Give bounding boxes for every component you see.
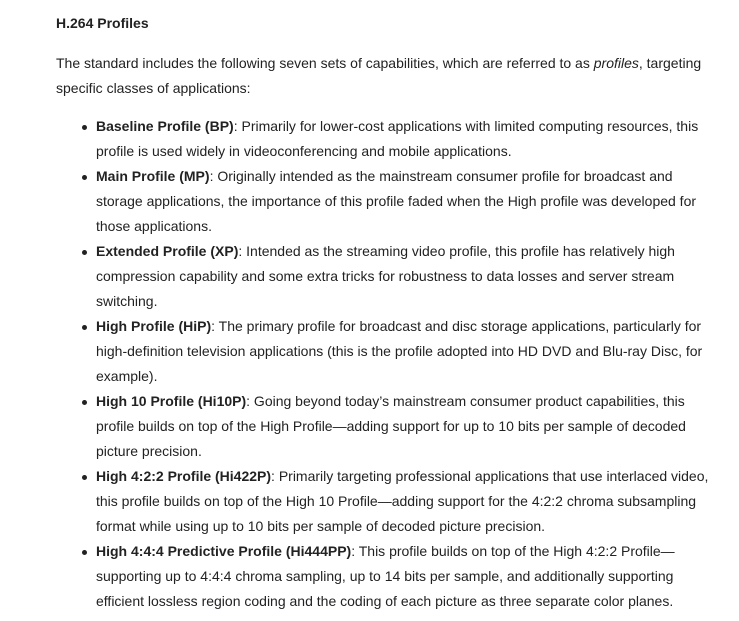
bullet-icon <box>82 175 87 180</box>
list-item-high-10-profile <box>56 389 716 464</box>
profile-description: : Originally intended as the mainstream consumer profile for broadcast and storage applications, the importance of this profile faded when the High profile was developed for those applications. <box>96 168 697 234</box>
profile-name: Extended Profile (XP) <box>96 243 239 259</box>
profile-name: Baseline Profile (BP) <box>96 118 234 134</box>
list-item-main-profile <box>56 164 716 239</box>
profile-name: Main Profile (MP) <box>96 168 210 184</box>
bullet-icon <box>82 325 87 330</box>
profile-description: : Primarily for lower-cost applications with limited computing resources, this profile is used widely in videoconferencing and mobile applications. <box>96 118 699 159</box>
profile-name: High 10 Profile (Hi10P) <box>96 393 247 409</box>
profile-list <box>56 114 726 614</box>
intro-text-before: The standard includes the following seven sets of capabilities, which are referred to as <box>56 55 594 71</box>
intro-emphasis: profiles <box>593 55 639 71</box>
list-item-high-444-predictive-profile <box>56 539 716 614</box>
profile-description: : The primary profile for broadcast and disc storage applications, particularly for high-definition television applications (this is the profile adopted into HD DVD and Blu-ray Disc, for example). <box>96 318 703 384</box>
bullet-icon <box>82 250 87 255</box>
profile-description: : Going beyond today’s mainstream consumer product capabilities, this profile builds on top of the High Profile—adding support for up to 10 bits per sample of decoded picture precision. <box>96 393 686 459</box>
bullet-icon <box>82 475 87 480</box>
profile-description: : Primarily targeting professional applications that use interlaced video, this profile builds on top of the High 10 Profile—adding support for the 4:2:2 chroma subsampling format while using up to 10 bits per sample of decoded picture precision. <box>96 468 709 534</box>
bullet-icon <box>82 400 87 405</box>
bullet-icon <box>82 550 87 555</box>
list-item-high-422-profile <box>56 464 716 539</box>
profile-description: : Intended as the streaming video profile, this profile has relatively high compression capability and some extra tricks for robustness to data losses and server stream switching. <box>96 243 675 309</box>
list-item-baseline-profile <box>56 114 716 164</box>
profile-name: High 4:2:2 Profile (Hi422P) <box>96 468 272 484</box>
intro-paragraph <box>56 51 716 101</box>
profile-description: : This profile builds on top of the High 4:2:2 Profile—supporting up to 4:4:4 chroma sampling, up to 14 bits per sample, and additionally supporting efficient lossless region coding and the coding of each picture as three separate color planes. <box>96 543 675 609</box>
intro-text-after: , targeting specific classes of applications: <box>56 55 702 96</box>
list-item-extended-profile <box>56 239 716 314</box>
profile-name: High 4:4:4 Predictive Profile (Hi444PP) <box>96 543 352 559</box>
bullet-icon <box>82 125 87 130</box>
page-title: H.264 Profiles <box>56 15 149 31</box>
profile-name: High Profile (HiP) <box>96 318 212 334</box>
list-item-high-profile <box>56 314 716 389</box>
